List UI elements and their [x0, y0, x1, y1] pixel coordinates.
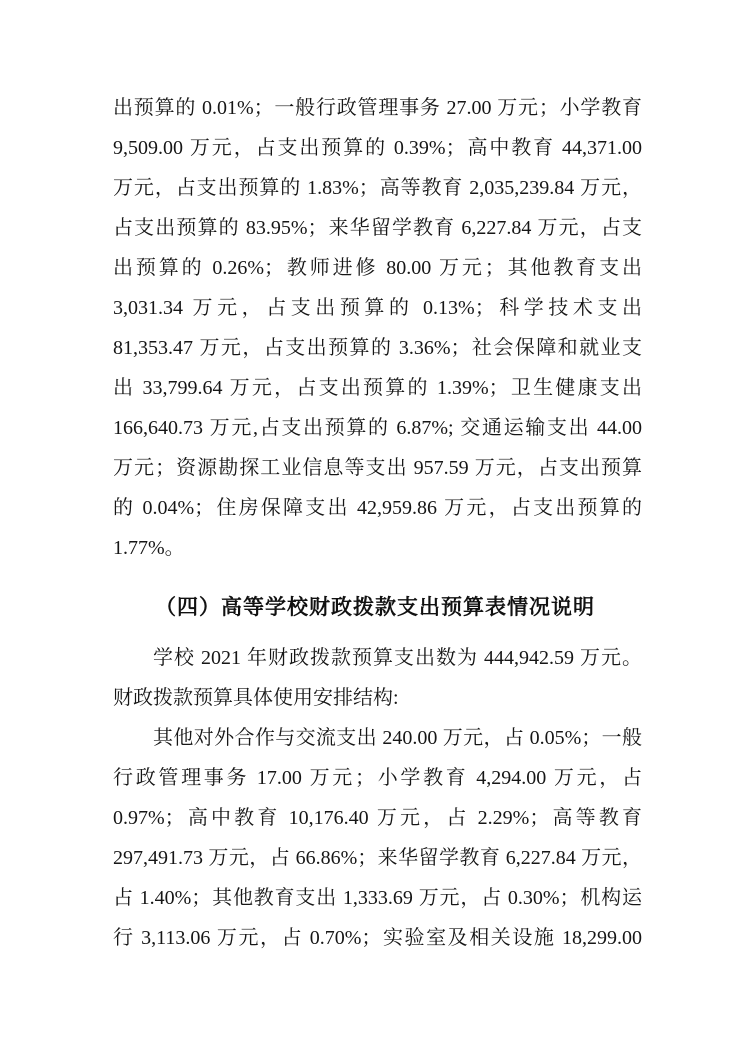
paragraph-fiscal-appropriation-summary: [113, 638, 642, 718]
section-heading: （四）高等学校财政拨款支出预算表情况说明: [155, 595, 595, 619]
text-line: 出预算的 0.26%；教师进修 80.00 万元；其他教育支出: [113, 257, 642, 279]
text-line: 财政拨款预算具体使用安排结构:: [113, 687, 399, 709]
text-line: 行 3,113.06 万元，占 0.70%；实验室及相关设施 18,299.00: [113, 927, 642, 949]
text-line: 占支出预算的 83.95%；来华留学教育 6,227.84 万元，占支: [113, 217, 642, 239]
text-line: 学校 2021 年财政拨款预算支出数为 444,942.59 万元。: [153, 647, 642, 669]
text-line: 其他对外合作与交流支出 240.00 万元，占 0.05%；一般: [153, 727, 642, 749]
text-line: 3,031.34 万元，占支出预算的 0.13%；科学技术支出: [113, 297, 642, 319]
text-line: 1.77%。: [113, 537, 185, 559]
text-line: 万元；资源勘探工业信息等支出 957.59 万元，占支出预算: [113, 457, 642, 479]
text-line: 行政管理事务 17.00 万元；小学教育 4,294.00 万元，占: [113, 767, 642, 789]
text-line: 占 1.40%；其他教育支出 1,333.69 万元，占 0.30%；机构运: [113, 887, 642, 909]
text-line: 81,353.47 万元，占支出预算的 3.36%；社会保障和就业支: [113, 337, 642, 359]
document-body: [113, 88, 642, 958]
paragraph-expenditure-budget-continuation: [113, 88, 642, 568]
text-line: 的 0.04%；住房保障支出 42,959.86 万元，占支出预算的: [113, 497, 642, 519]
text-line: 万元，占支出预算的 1.83%；高等教育 2,035,239.84 万元，: [113, 177, 642, 199]
text-line: 出预算的 0.01%；一般行政管理事务 27.00 万元；小学教育: [113, 97, 642, 119]
text-line: 166,640.73 万元,占支出预算的 6.87%; 交通运输支出 44.00: [113, 417, 642, 439]
paragraph-fiscal-appropriation-breakdown: [113, 718, 642, 958]
text-line: 297,491.73 万元，占 66.86%；来华留学教育 6,227.84 万元，: [113, 847, 642, 869]
text-line: 0.97%；高中教育 10,176.40 万元，占 2.29%；高等教育: [113, 807, 642, 829]
text-line: 9,509.00 万元，占支出预算的 0.39%；高中教育 44,371.00: [113, 137, 642, 159]
text-line: 出 33,799.64 万元，占支出预算的 1.39%；卫生健康支出: [113, 377, 642, 399]
